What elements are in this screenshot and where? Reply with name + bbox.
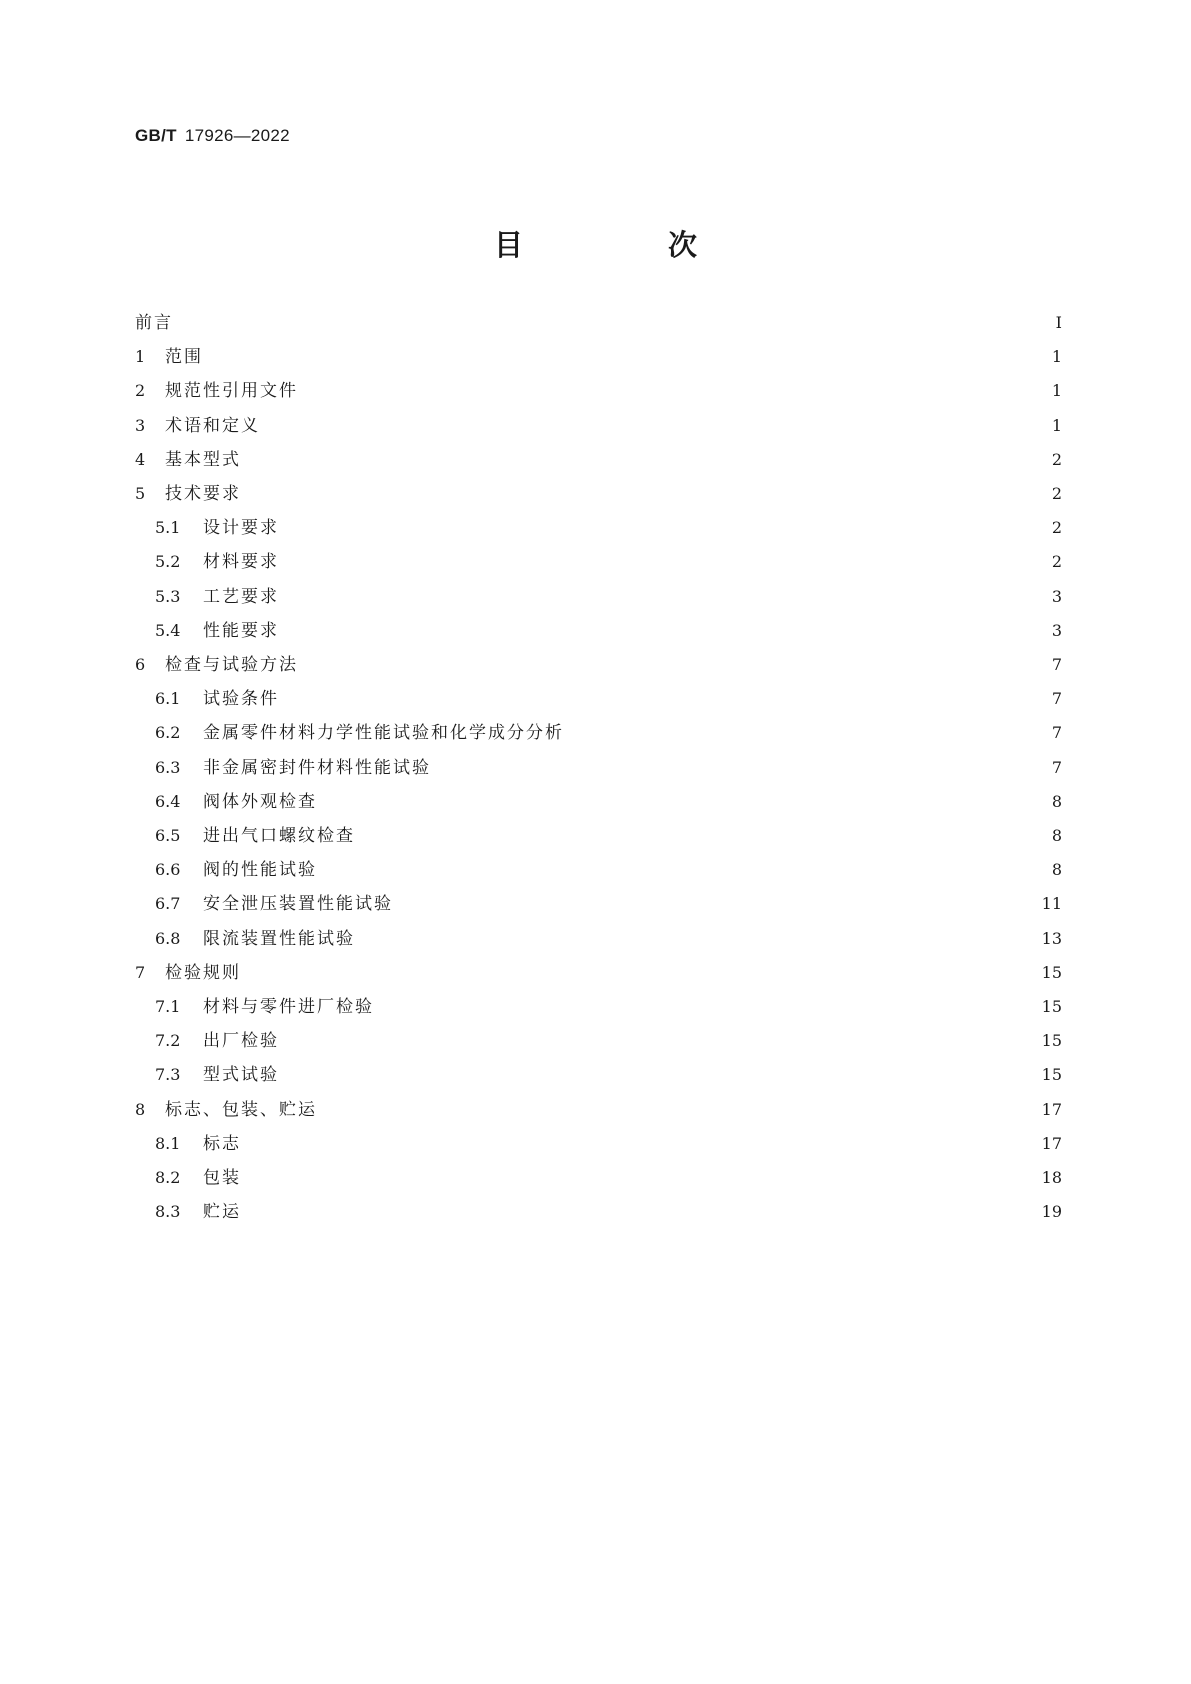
toc-entry-page: 3 xyxy=(1051,620,1062,640)
toc-entry-title: 检查与试验方法 xyxy=(165,655,298,675)
toc-entry[interactable] xyxy=(155,989,1062,1025)
toc-entry-number: 8.3 xyxy=(155,1202,181,1222)
dot-leader xyxy=(283,1023,1036,1059)
toc-entry-title: 阀的性能试验 xyxy=(203,860,317,881)
toc-entry[interactable] xyxy=(155,886,1062,922)
toc-entry[interactable] xyxy=(155,784,1062,820)
dot-leader xyxy=(245,1126,1036,1162)
toc-entry-title: 前言 xyxy=(135,313,173,333)
toc-entry-number: 5.1 xyxy=(155,518,181,538)
toc-entry[interactable] xyxy=(135,476,1062,512)
toc-entry-page: 2 xyxy=(1051,518,1062,538)
toc-entry-page: 18 xyxy=(1041,1168,1062,1187)
toc-entry-number: 6.3 xyxy=(155,757,181,777)
toc-entry-number: 5.3 xyxy=(155,586,181,606)
toc-entry-number: 7.3 xyxy=(155,1065,181,1085)
toc-entry[interactable] xyxy=(155,750,1062,786)
dot-leader xyxy=(321,784,1044,820)
standard-code: 17926—2022 xyxy=(184,126,290,145)
dot-leader xyxy=(245,442,1044,478)
toc-entry[interactable] xyxy=(135,647,1062,683)
toc-entry-number: 5.4 xyxy=(155,620,181,640)
toc-entry-page: 15 xyxy=(1041,1031,1062,1051)
toc-entry-number: 6.2 xyxy=(155,723,181,743)
dot-leader xyxy=(283,681,1044,717)
dot-leader xyxy=(283,613,1044,649)
toc-entry[interactable] xyxy=(135,1092,1062,1128)
toc-entry-title: 规范性引用文件 xyxy=(165,381,298,402)
toc-entry[interactable] xyxy=(155,1023,1062,1059)
toc-entry-number: 1 xyxy=(135,347,146,367)
toc-entry-title: 型式试验 xyxy=(203,1065,279,1086)
toc-entry-title: 非金属密封件材料性能试验 xyxy=(203,757,431,778)
toc-entry-number: 6.4 xyxy=(155,791,181,811)
dot-leader xyxy=(378,989,1036,1025)
dot-leader xyxy=(397,886,1036,922)
toc-entry[interactable] xyxy=(135,373,1062,409)
toc-entry-page: 8 xyxy=(1051,791,1062,811)
toc-entry-title: 范围 xyxy=(165,347,203,368)
toc-entry-page: 8 xyxy=(1051,860,1062,880)
toc-entry-number: 8.2 xyxy=(155,1168,181,1187)
toc-entry-page: 2 xyxy=(1051,552,1062,572)
toc-entry-number: 7.1 xyxy=(155,997,181,1016)
toc-entry-page: 2 xyxy=(1051,484,1062,503)
dot-leader xyxy=(283,510,1044,546)
toc-entry-page: 1 xyxy=(1051,347,1062,367)
toc-entry[interactable] xyxy=(155,1057,1062,1093)
toc-entry-title: 进出气口螺纹检查 xyxy=(203,826,355,846)
toc-entry[interactable] xyxy=(155,715,1062,751)
dot-leader xyxy=(245,476,1044,512)
toc-entry-title: 工艺要求 xyxy=(203,586,279,607)
toc-entry-title: 贮运 xyxy=(203,1202,241,1223)
toc-entry-number: 6.7 xyxy=(155,894,181,914)
toc-entry[interactable] xyxy=(155,852,1062,888)
toc-entry[interactable] xyxy=(155,544,1062,580)
toc-entry-page: 17 xyxy=(1041,1099,1062,1119)
toc-entry-title: 出厂检验 xyxy=(203,1031,279,1052)
toc-entry-number: 7.2 xyxy=(155,1031,181,1051)
toc-entry-page: 17 xyxy=(1041,1133,1062,1153)
toc-entry-number: 6.5 xyxy=(155,826,181,845)
toc-entry[interactable] xyxy=(135,408,1062,444)
toc-entry-title: 限流装置性能试验 xyxy=(203,928,355,949)
toc-entry-page: 15 xyxy=(1041,997,1062,1016)
toc-entry-page: 15 xyxy=(1041,962,1062,982)
toc-entry-title: 标志 xyxy=(203,1133,241,1154)
toc-entry-title: 性能要求 xyxy=(203,620,279,641)
toc-entry-page: 1 xyxy=(1051,381,1062,401)
toc-entry-number: 8 xyxy=(135,1099,146,1119)
toc-entry[interactable] xyxy=(155,613,1062,649)
toc-entry-title: 技术要求 xyxy=(165,484,241,504)
toc-entry-page: 15 xyxy=(1041,1065,1062,1085)
toc-entry-title: 基本型式 xyxy=(165,449,241,470)
dot-leader xyxy=(302,647,1044,683)
toc-entry-title: 标志、包装、贮运 xyxy=(165,1099,317,1120)
toc-entry-page: 8 xyxy=(1051,826,1062,845)
standard-number xyxy=(135,126,290,146)
dot-leader xyxy=(321,1092,1036,1128)
toc-entry-title: 试验条件 xyxy=(203,689,279,710)
toc-entry-page: 19 xyxy=(1041,1202,1062,1222)
toc-entry-number: 6.6 xyxy=(155,860,181,880)
dot-leader xyxy=(207,339,1044,375)
dot-leader xyxy=(435,750,1044,786)
toc-entry-page: 7 xyxy=(1051,689,1062,709)
dot-leader xyxy=(245,1194,1036,1230)
toc-entry[interactable] xyxy=(135,442,1062,478)
toc-entry-title: 阀体外观检查 xyxy=(203,791,317,812)
toc-entry-page: 7 xyxy=(1051,757,1062,777)
toc-entry[interactable] xyxy=(135,305,1062,341)
toc-entry-title: 包装 xyxy=(203,1168,241,1188)
toc-entry-page: 13 xyxy=(1041,928,1062,948)
toc-entry-number: 7 xyxy=(135,962,146,982)
toc-entry[interactable] xyxy=(155,1160,1062,1196)
toc-entry-number: 5 xyxy=(135,484,146,503)
dot-leader xyxy=(359,818,1044,854)
toc-entry-title: 材料要求 xyxy=(203,552,279,573)
toc-entry[interactable] xyxy=(155,579,1062,615)
toc-entry[interactable] xyxy=(155,510,1062,546)
toc-entry-number: 6.1 xyxy=(155,689,181,709)
dot-leader xyxy=(264,408,1044,444)
toc-entry-number: 2 xyxy=(135,381,146,401)
toc-title: 目 次 xyxy=(493,228,755,262)
toc-entry-title: 检验规则 xyxy=(165,962,241,983)
dot-leader xyxy=(359,921,1036,957)
toc-entry-page: 1 xyxy=(1051,415,1062,435)
toc-entry-title: 设计要求 xyxy=(203,518,279,539)
toc-entry-page: 7 xyxy=(1051,655,1062,674)
dot-leader xyxy=(283,1057,1036,1093)
toc-entry[interactable] xyxy=(155,681,1062,717)
dot-leader xyxy=(283,544,1044,580)
toc-entry-page: Ⅰ xyxy=(1055,313,1062,332)
dot-leader xyxy=(302,373,1044,409)
toc-entry-title: 安全泄压装置性能试验 xyxy=(203,894,393,915)
toc-entry-number: 8.1 xyxy=(155,1133,181,1153)
dot-leader xyxy=(283,579,1044,615)
toc-entry-title: 金属零件材料力学性能试验和化学成分分析 xyxy=(203,723,564,744)
dot-leader xyxy=(568,715,1044,751)
toc-entry-number: 6 xyxy=(135,655,146,674)
standard-prefix: GB/T xyxy=(135,126,177,145)
toc-entry-page: 2 xyxy=(1051,449,1062,469)
toc-entry-number: 5.2 xyxy=(155,552,181,572)
toc-entry-number: 6.8 xyxy=(155,928,181,948)
toc-entry[interactable] xyxy=(155,1194,1062,1230)
toc-entry-page: 11 xyxy=(1041,894,1062,914)
toc-entry[interactable] xyxy=(155,1126,1062,1162)
toc-entry[interactable] xyxy=(155,921,1062,957)
toc-entry-title: 术语和定义 xyxy=(165,415,260,436)
toc-entry-number: 3 xyxy=(135,415,146,435)
toc-entry-number: 4 xyxy=(135,449,146,469)
toc-entry[interactable] xyxy=(135,955,1062,991)
dot-leader xyxy=(245,1160,1036,1196)
toc-entry-page: 7 xyxy=(1051,723,1062,743)
toc-entry[interactable] xyxy=(135,339,1062,375)
toc-entry[interactable] xyxy=(155,818,1062,854)
toc-entry-title: 材料与零件进厂检验 xyxy=(203,997,374,1017)
dot-leader xyxy=(245,955,1036,991)
dot-leader xyxy=(177,305,1044,341)
toc-entry-page: 3 xyxy=(1051,586,1062,606)
dot-leader xyxy=(321,852,1044,888)
